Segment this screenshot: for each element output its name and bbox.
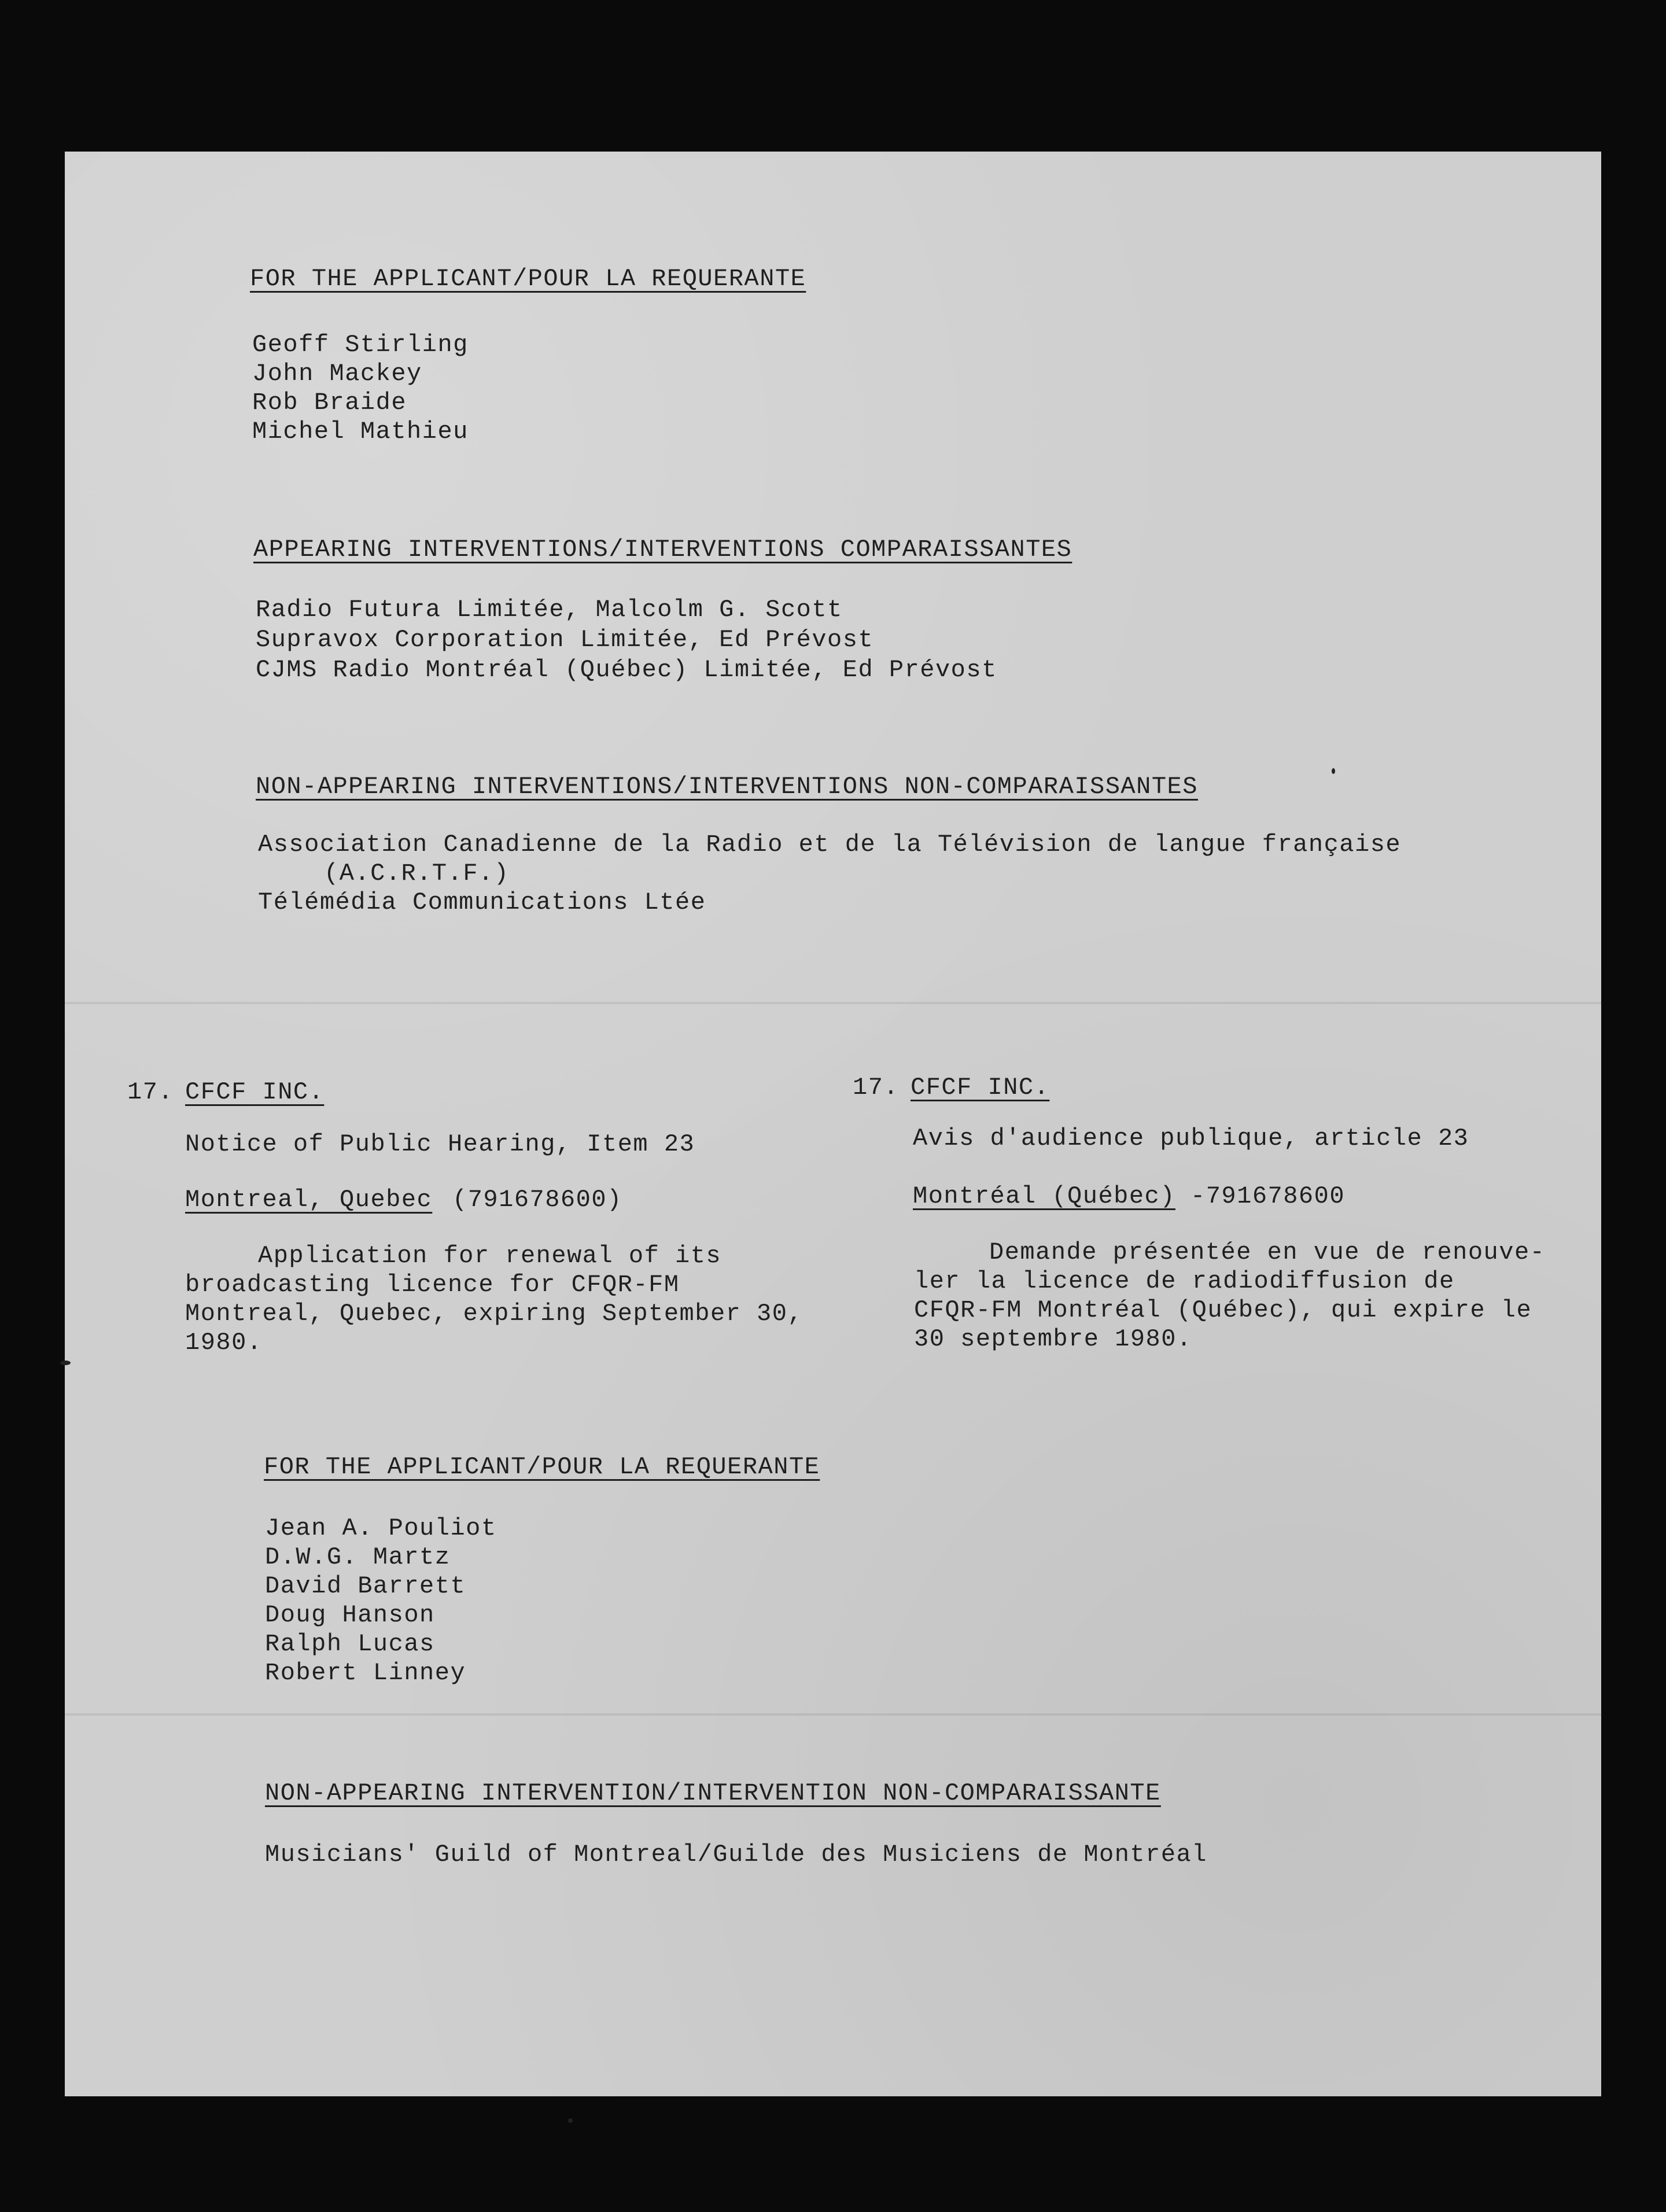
applicant-name-17: Doug Hanson: [265, 1601, 435, 1629]
appearing-item: CJMS Radio Montréal (Québec) Limitée, Ed Prévost: [256, 656, 997, 684]
nonappearing-heading: NON-APPEARING INTERVENTIONS/INTERVENTIONS NON-COMPARAISSANTES: [256, 773, 1198, 801]
notice-en: Notice of Public Hearing, Item 23: [185, 1130, 695, 1158]
applicant-name-17: David Barrett: [265, 1572, 466, 1600]
company-fr: CFCF INC.: [911, 1074, 1050, 1101]
fold-line: [65, 1713, 1601, 1716]
applicant-name: John Mackey: [252, 360, 422, 388]
applicant-heading-17: FOR THE APPLICANT/POUR LA REQUERANTE: [264, 1453, 820, 1481]
applicant-name-17: Robert Linney: [265, 1659, 466, 1687]
description-line-en: Montreal, Quebec, expiring September 30,: [185, 1300, 803, 1328]
item-number-fr: 17.: [853, 1074, 900, 1101]
file-number-fr: -791678600: [1190, 1182, 1346, 1210]
applicant-name: Geoff Stirling: [252, 331, 469, 359]
appearing-item: Radio Futura Limitée, Malcolm G. Scott: [256, 596, 843, 624]
location-fr: Montréal (Québec): [913, 1182, 1175, 1210]
description-line-en: Application for renewal of its: [258, 1242, 722, 1270]
applicant-name: Rob Braide: [252, 389, 407, 416]
nonappearing-item: Association Canadienne de la Radio et de la Télévision de langue française: [258, 831, 1402, 858]
location-en: Montreal, Quebec: [185, 1186, 433, 1214]
film-speck: [60, 1361, 71, 1365]
applicant-name-17: Jean A. Pouliot: [265, 1514, 497, 1542]
appearing-heading: APPEARING INTERVENTIONS/INTERVENTIONS COMPARAISSANTES: [253, 536, 1072, 563]
company-en: CFCF INC.: [185, 1078, 325, 1106]
applicant-name-17: D.W.G. Martz: [265, 1543, 451, 1571]
description-line-fr: 30 septembre 1980.: [914, 1325, 1192, 1353]
item-number-en: 17.: [127, 1078, 174, 1106]
fold-line: [65, 1002, 1601, 1004]
description-line-fr: Demande présentée en vue de renouve-: [989, 1238, 1546, 1266]
appearing-item: Supravox Corporation Limitée, Ed Prévost: [256, 626, 874, 654]
film-speck: [1332, 768, 1335, 774]
file-number-en: (791678600): [452, 1186, 622, 1214]
description-line-fr: ler la licence de radiodiffusion de: [914, 1267, 1455, 1295]
notice-fr: Avis d'audience publique, article 23: [913, 1125, 1469, 1152]
description-line-fr: CFQR-FM Montréal (Québec), qui expire le: [914, 1296, 1532, 1324]
description-line-en: broadcasting licence for CFQR-FM: [185, 1271, 680, 1299]
nonappearing-item: (A.C.R.T.F.): [324, 860, 510, 887]
film-speck: [568, 2118, 573, 2123]
nonappearing-heading-17: NON-APPEARING INTERVENTION/INTERVENTION NON-COMPARAISSANTE: [265, 1779, 1161, 1807]
document-page: [65, 152, 1601, 2096]
nonappearing-item-17: Musicians' Guild of Montreal/Guilde des Musiciens de Montréal: [265, 1841, 1207, 1868]
applicant-name-17: Ralph Lucas: [265, 1630, 435, 1658]
description-line-en: 1980.: [185, 1329, 263, 1356]
nonappearing-item: Télémédia Communications Ltée: [258, 889, 706, 916]
applicant-name: Michel Mathieu: [252, 418, 469, 445]
applicant-heading: FOR THE APPLICANT/POUR LA REQUERANTE: [250, 265, 806, 293]
